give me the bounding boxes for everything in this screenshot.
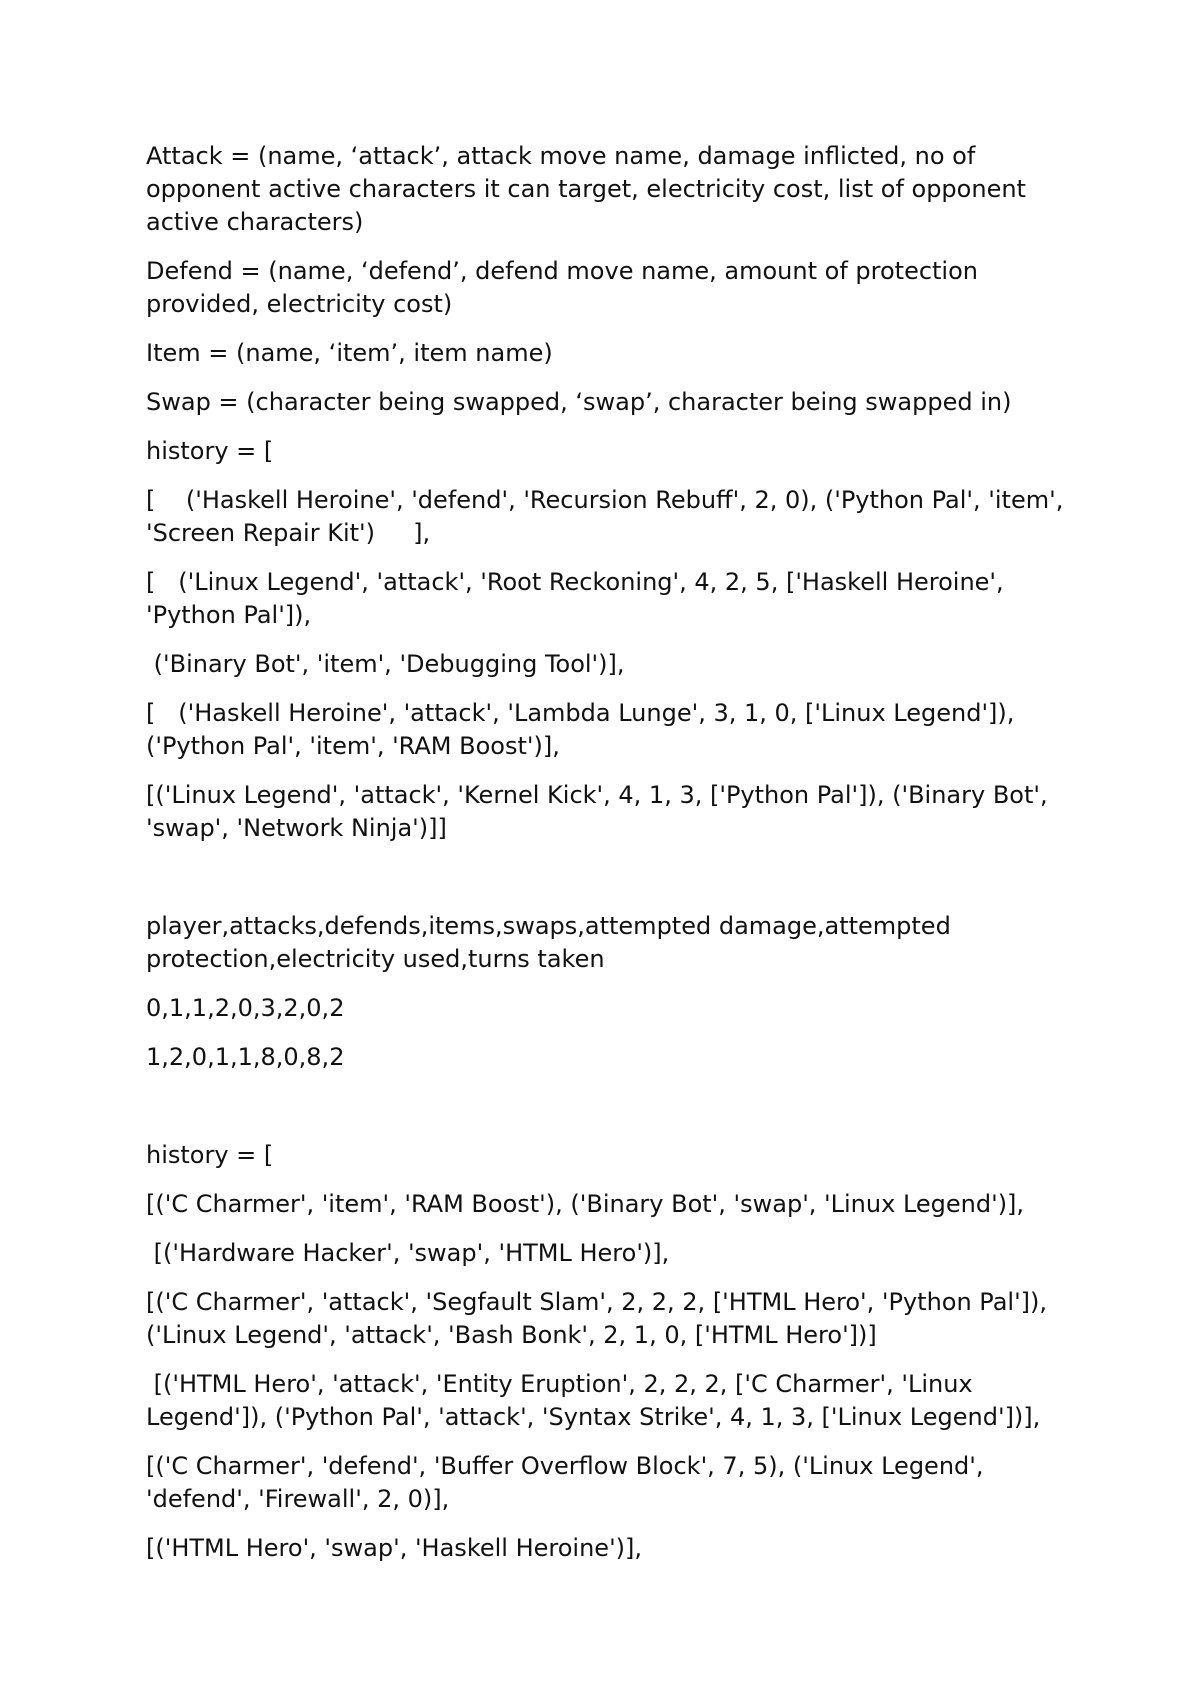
stats-header: player,attacks,defends,items,swaps,attempted damage,attempted protection,electricity used,turns taken <box>146 912 959 973</box>
history-1-turn-2: [ ('Linux Legend', 'attack', 'Root Reckoning', 4, 2, 5, ['Haskell Heroine', 'Python Pal']), <box>146 568 1012 629</box>
history-2-open: history = [ <box>146 1141 274 1169</box>
history-1-turn-1: [ ('Haskell Heroine', 'defend', 'Recursion Rebuff', 2, 0), ('Python Pal', 'item', 'Screen Repair Kit') ], <box>146 486 1071 547</box>
history-2-turn-1: [('C Charmer', 'item', 'RAM Boost'), ('Binary Bot', 'swap', 'Linux Legend')], <box>146 1190 1025 1218</box>
history-1-open: history = [ <box>146 437 274 465</box>
stats-row-player-0: 0,1,1,2,0,3,2,0,2 <box>146 994 345 1022</box>
history-2-turn-3: [('C Charmer', 'attack', 'Segfault Slam', 2, 2, 2, ['HTML Hero', 'Python Pal']), ('Linux Legend', 'attack', 'Bash Bonk', 2, 1, 0, ['HTML Hero'])] <box>146 1288 1055 1349</box>
history-1-turn-4: [('Linux Legend', 'attack', 'Kernel Kick', 4, 1, 3, ['Python Pal']), ('Binary Bot', 'swap', 'Network Ninja')]] <box>146 781 1056 842</box>
history-1-turn-3: [ ('Haskell Heroine', 'attack', 'Lambda Lunge', 3, 1, 0, ['Linux Legend']), ('Python Pal', 'item', 'RAM Boost')], <box>146 699 1023 760</box>
document-body <box>146 140 1086 1581</box>
stats-row-player-1: 1,2,0,1,1,8,0,8,2 <box>146 1043 345 1071</box>
definition-attack: Attack = (name, ‘attack’, attack move name, damage inflicted, no of opponent active characters it can target, electricity cost, list of opponent active characters) <box>146 142 1034 236</box>
section-spacer <box>146 861 1086 910</box>
definition-item: Item = (name, ‘item’, item name) <box>146 339 553 367</box>
history-2-turn-5: [('C Charmer', 'defend', 'Buffer Overflow Block', 7, 5), ('Linux Legend', 'defend', 'Firewall', 2, 0)], <box>146 1452 992 1513</box>
history-2-turn-2: [('Hardware Hacker', 'swap', 'HTML Hero')], <box>146 1239 670 1267</box>
history-2-turn-6: [('HTML Hero', 'swap', 'Haskell Heroine')], <box>146 1534 643 1562</box>
definition-defend: Defend = (name, ‘defend’, defend move name, amount of protection provided, electricity cost) <box>146 257 986 318</box>
definition-swap: Swap = (character being swapped, ‘swap’, character being swapped in) <box>146 388 1012 416</box>
history-2-turn-4: [('HTML Hero', 'attack', 'Entity Eruption', 2, 2, 2, ['C Charmer', 'Linux Legend']), ('Python Pal', 'attack', 'Syntax Strike', 4, 1, 3, ['Linux Legend'])], <box>146 1370 1041 1431</box>
section-spacer <box>146 1090 1086 1139</box>
history-1-turn-2-cont: ('Binary Bot', 'item', 'Debugging Tool')], <box>146 650 625 678</box>
